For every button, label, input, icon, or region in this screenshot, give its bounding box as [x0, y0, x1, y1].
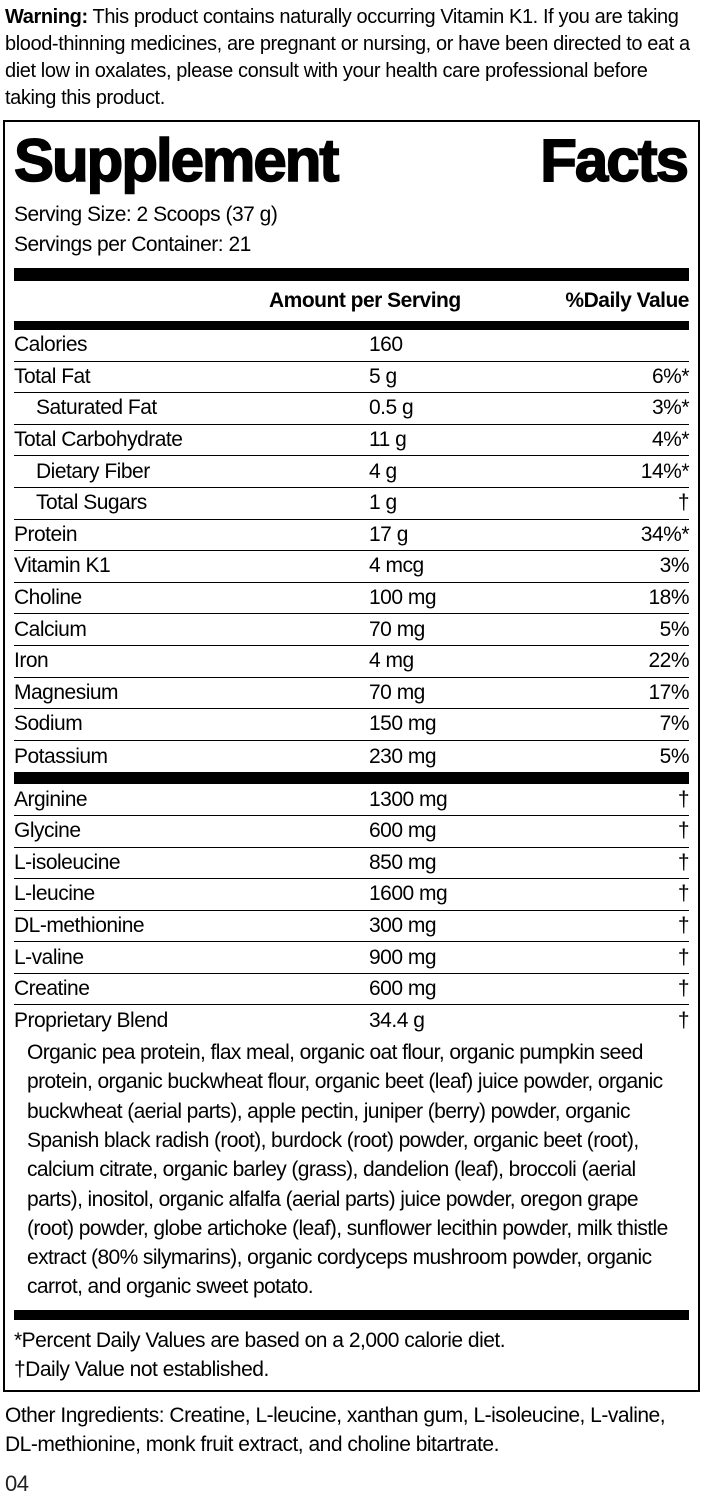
nutrient-name: Choline [14, 586, 82, 610]
nutrient-dv: 4%* [651, 428, 689, 452]
table-row [14, 709, 689, 741]
nutrient-name: L-valine [14, 945, 84, 969]
table-row [14, 330, 689, 362]
table-row [14, 425, 689, 457]
nutrient-amount: 11 g [369, 428, 407, 452]
nutrient-name: Sodium [14, 712, 83, 736]
table-row [14, 456, 689, 488]
nutrient-name: Total Sugars [36, 491, 147, 515]
table-row [14, 816, 689, 848]
nutrient-dv: 7% [659, 712, 689, 736]
nutrient-dv: † [677, 787, 689, 811]
panel-title [14, 126, 689, 200]
nutrient-amount: 17 g [369, 522, 408, 546]
nutrient-dv: 3%* [651, 396, 689, 420]
nutrient-amount: 70 mg [369, 617, 425, 641]
table-row [14, 393, 689, 425]
nutrient-amount: 100 mg [369, 586, 437, 610]
table-row [14, 741, 689, 773]
nutrient-amount: 5 g [369, 364, 397, 388]
nutrient-name: Iron [14, 649, 49, 673]
nutrient-amount: 1300 mg [369, 787, 448, 811]
warning-paragraph [3, 2, 700, 120]
nutrient-dv: † [677, 491, 689, 515]
nutrient-amount: 70 mg [369, 680, 425, 704]
panel-title-word-1: Supplement [14, 127, 338, 194]
table-row [14, 848, 689, 880]
footnotes [14, 1320, 689, 1384]
nutrient-dv: 18% [648, 586, 689, 610]
footnote-dagger: †Daily Value not established. [14, 1357, 269, 1381]
nutrient-dv: † [677, 819, 689, 843]
column-header-daily-value: %Daily Value [565, 289, 689, 312]
nutrient-name: DL-methionine [14, 913, 145, 937]
table-row [14, 520, 689, 552]
servings-per-container: Servings per Container: 21 [14, 233, 251, 256]
nutrient-table [14, 330, 689, 772]
table-column-headers [14, 281, 689, 321]
nutrient-dv: † [677, 850, 689, 874]
proprietary-blend-name: Proprietary Blend [14, 1009, 168, 1033]
nutrient-name: L-leucine [14, 882, 95, 906]
warning-text: This product contains naturally occurring Vitamin K1. If you are taking blood-thinning medicines, are pregnant or nursing, or have been directed to eat a diet low in oxalates, please consult with your health care professional before taking this product. [5, 6, 690, 109]
table-row [14, 614, 689, 646]
nutrient-dv: 5% [659, 744, 689, 768]
nutrient-name: Dietary Fiber [36, 459, 150, 483]
nutrient-amount: 300 mg [369, 913, 437, 937]
table-row [14, 974, 689, 1006]
nutrient-amount: 1 g [369, 491, 397, 515]
column-header-amount: Amount per Serving [269, 289, 461, 312]
nutrient-name: Protein [14, 522, 78, 546]
supplement-facts-panel [3, 120, 700, 1392]
divider-bar-mid [14, 772, 689, 784]
nutrient-amount: 4 g [369, 459, 397, 483]
table-row [14, 942, 689, 974]
proprietary-blend-amount: 34.4 g [369, 1009, 425, 1033]
nutrient-name: Magnesium [14, 680, 119, 704]
nutrient-dv: 17% [648, 680, 689, 704]
table-row [14, 488, 689, 520]
nutrient-name: Calories [14, 333, 88, 357]
nutrient-amount: 230 mg [369, 744, 437, 768]
footnote-percent-dv: *Percent Daily Values are based on a 2,000 calorie diet. [14, 1328, 506, 1352]
nutrient-dv: † [677, 945, 689, 969]
nutrient-amount: 0.5 g [369, 396, 414, 420]
table-row [14, 784, 689, 816]
table-row [14, 646, 689, 678]
nutrient-dv: † [677, 977, 689, 1001]
warning-label: Warning: [5, 6, 88, 28]
nutrient-name: L-isoleucine [14, 850, 121, 874]
nutrient-name: Arginine [14, 787, 88, 811]
nutrient-dv: 34%* [640, 522, 689, 546]
nutrient-name: Calcium [14, 617, 87, 641]
table-row [14, 678, 689, 710]
nutrient-amount: 160 [369, 333, 403, 357]
nutrient-name: Total Carbohydrate [14, 428, 183, 452]
nutrient-dv: 14%* [640, 459, 689, 483]
nutrient-dv: 22% [648, 649, 689, 673]
nutrient-dv: 6%* [651, 364, 689, 388]
other-ingredients-label: Other Ingredients: [5, 1403, 165, 1427]
proprietary-blend-row [14, 1005, 689, 1037]
amino-acid-table [14, 784, 689, 1005]
nutrient-amount: 1600 mg [369, 882, 448, 906]
nutrient-amount: 4 mcg [369, 554, 424, 578]
table-row [14, 879, 689, 911]
panel-title-word-2: Facts [540, 127, 687, 194]
nutrient-amount: 150 mg [369, 712, 437, 736]
nutrient-dv: † [677, 913, 689, 937]
other-ingredients-paragraph [3, 1392, 700, 1459]
table-row [14, 362, 689, 394]
serving-size: Serving Size: 2 Scoops (37 g) [14, 203, 278, 226]
nutrient-name: Potassium [14, 744, 108, 768]
nutrient-name: Vitamin K1 [14, 554, 111, 578]
nutrient-dv: † [677, 882, 689, 906]
divider-bar-thick-top [14, 268, 689, 281]
nutrient-name: Saturated Fat [36, 396, 157, 420]
proprietary-blend-ingredients: Organic pea protein, flax meal, organic oat flour, organic pumpkin seed protein, organic buckwheat flour, organic beet (leaf) juice powder, organic buckwheat (aerial parts), apple pectin, juniper (berry) powder, organic Spanish black radish (root), burdock (root) powder, organic beet (root), calcium citrate, organic barley (grass), dandelion (leaf), broccoli (aerial parts), inositol, organic alfalfa (aerial parts) juice powder, oregon grape (root) powder, globe artichoke (leaf), sunflower lecithin powder, milk thistle extract (80% silymarins), organic cordyceps mushroom powder, organic carrot, and organic sweet potato. [27, 1041, 668, 1299]
divider-bar-under-headers [14, 321, 689, 330]
nutrient-amount: 850 mg [369, 850, 437, 874]
page-number: 04 [5, 1470, 29, 1496]
nutrient-dv: 5% [659, 617, 689, 641]
nutrient-amount: 600 mg [369, 977, 437, 1001]
nutrient-amount: 4 mg [369, 649, 414, 673]
table-row [14, 583, 689, 615]
nutrient-amount: 600 mg [369, 819, 437, 843]
table-row [14, 911, 689, 943]
nutrient-name: Glycine [14, 819, 81, 843]
nutrient-name: Creatine [14, 977, 90, 1001]
table-row [14, 551, 689, 583]
nutrient-dv: 3% [659, 554, 689, 578]
nutrient-name: Total Fat [14, 364, 91, 388]
other-ingredients-text: Creatine, L-leucine, xanthan gum, L-isoleucine, L-valine, DL-methionine, monk fruit extract, and choline bitartrate. [5, 1403, 666, 1456]
nutrient-amount: 900 mg [369, 945, 437, 969]
divider-bar-bottom [14, 1310, 689, 1320]
proprietary-blend-dv: † [677, 1009, 689, 1033]
